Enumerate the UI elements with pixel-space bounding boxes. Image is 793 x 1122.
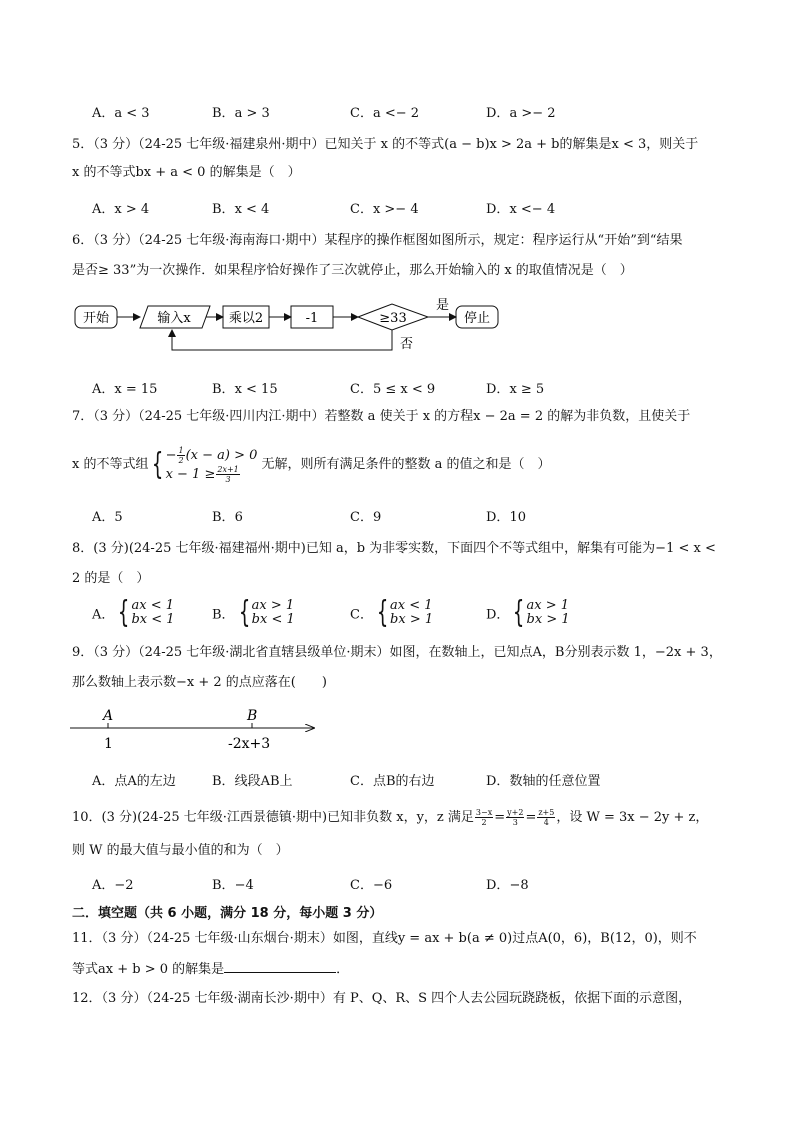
q6-stem-line1: 6．（3 分）（24-25 七年级·海南海口·期中）某程序的操作框图如图所示，规定：程序运行从“开始”到“结果 — [72, 233, 683, 248]
q5-stem-line1: 5．（3 分）（24-25 七年级·福建泉州·期中）已知关于 x 的不等式(a − b)x > 2a + b的解集是x < 3，则关于 — [72, 137, 699, 152]
q5-option-a[interactable]: A．x > 4 — [92, 202, 150, 217]
q10-option-c[interactable]: C．−6 — [350, 878, 393, 893]
q7-stem-line2 — [72, 444, 551, 486]
point-b-label: B — [247, 708, 258, 724]
q10-option-d[interactable]: D．−8 — [486, 878, 529, 893]
q7-options — [92, 506, 732, 526]
q6-options — [92, 378, 732, 398]
q6-option-a[interactable]: A．x = 15 — [92, 382, 158, 397]
q9-option-a[interactable]: A．点A的左边 — [92, 774, 176, 789]
flow-yes-label: 是 — [436, 298, 450, 313]
q4-option-a[interactable]: A．a < 3 — [92, 106, 150, 121]
q7-option-d[interactable]: D．10 — [486, 510, 526, 525]
q5-stem-line2: x 的不等式bx + a < 0 的解集是（ ） — [72, 165, 301, 180]
q7-option-a[interactable]: A．5 — [92, 510, 123, 525]
q10-stem-line1: 10．(3 分)(24-25 七年级·江西景德镇·期中)已知非负数 x，y，z 满足 $\frac{3-x}{2}$ = $\frac{y+2}{3}$ = $\frac{z+5}{4}$ ，设 W = 3x − 2y + z， — [72, 808, 709, 827]
q10-options — [92, 874, 732, 894]
q5-options — [92, 198, 732, 218]
q6-option-d[interactable]: D．x ≥ 5 — [486, 382, 545, 397]
q5-option-b[interactable]: B．x < 4 — [212, 202, 270, 217]
q10-option-a[interactable]: A．−2 — [92, 878, 134, 893]
q11-stem-line1: 11．（3 分）（24-25 七年级·山东烟台·期末）如图，直线y = ax + b(a ≠ 0)过点A(0，6)，B(12，0)，则不 — [72, 931, 697, 946]
q9-option-c[interactable]: C．点B的右边 — [350, 774, 435, 789]
q9-stem-line1: 9．（3 分）（24-25 七年级·湖北省直辖县级单位·期末）如图，在数轴上，已知点A，B分别表示数 1，−2x + 3， — [72, 645, 722, 660]
q8-stem-line2: 2 的是（ ） — [72, 571, 150, 586]
point-a-value: 1 — [104, 736, 113, 752]
flow-decision-label: ≥33 — [379, 311, 407, 326]
q9-options — [92, 770, 732, 790]
flow-multiply-label: 乘以2 — [228, 311, 264, 326]
q7-option-b[interactable]: B．6 — [212, 510, 243, 525]
q9-number-line — [70, 702, 330, 756]
q8-option-d[interactable]: D． { ax > 1 bx > 1 — [486, 595, 570, 630]
flow-loop-arrow — [172, 330, 392, 350]
q10-stem-line2: 则 W 的最大值与最小值的和为（ ） — [72, 843, 289, 858]
flow-no-label: 否 — [400, 337, 414, 352]
brace-icon: { — [152, 446, 164, 482]
q8-stem-line1: 8．(3 分)(24-25 七年级·福建福州·期中)已知 a，b 为非零实数，下面四个不等式组中，解集有可能为−1 < x < — [72, 541, 716, 556]
q4-option-d[interactable]: D．a >− 2 — [486, 106, 556, 121]
q7-option-c[interactable]: C．9 — [350, 510, 382, 525]
q4-option-b[interactable]: B．a > 3 — [212, 106, 270, 121]
q5-option-c[interactable]: C．x >− 4 — [350, 202, 419, 217]
flow-start-label: 开始 — [82, 311, 110, 326]
q4-option-c[interactable]: C．a <− 2 — [350, 106, 420, 121]
q10-option-b[interactable]: B．−4 — [212, 878, 254, 893]
q8-option-a[interactable]: A． { ax < 1 bx < 1 — [92, 595, 175, 630]
q7-inequality-system — [148, 446, 257, 484]
q7-ineq-1: − $\frac{1}{2}$ (x − a) > 0 — [165, 445, 258, 465]
q7-text-tail: 无解，则所有满足条件的整数 a 的值之和是（ ） — [261, 457, 551, 472]
q6-flowchart — [70, 294, 510, 358]
q5-option-d[interactable]: D．x <− 4 — [486, 202, 556, 217]
section-heading: 二．填空题（共 6 小题，满分 18 分，每小题 3 分） — [72, 906, 383, 921]
q4-options — [92, 102, 732, 122]
q6-option-b[interactable]: B．x < 15 — [212, 382, 278, 397]
q8-option-b[interactable]: B． { ax > 1 bx < 1 — [212, 595, 295, 630]
q6-stem-line2: 是否≥ 33”为一次操作．如果程序恰好操作了三次就停止，那么开始输入的 x 的取值情况是（ ） — [72, 263, 633, 278]
q8-option-c[interactable]: C． { ax < 1 bx > 1 — [350, 595, 434, 630]
q7-stem-line1: 7．（3 分）（24-25 七年级·四川内江·期中）若整数 a 使关于 x 的方程x − 2a = 2 的解为非负数，且使关于 — [72, 409, 691, 424]
q11-stem-line2: 等式ax + b > 0 的解集是 ． — [72, 962, 350, 977]
q9-option-d[interactable]: D．数轴的任意位置 — [486, 774, 601, 789]
flow-input-label: 输入x — [157, 311, 191, 326]
q6-option-c[interactable]: C．5 ≤ x < 9 — [350, 382, 436, 397]
q7-text: x 的不等式组 — [72, 457, 149, 472]
flow-stop-label: 停止 — [463, 311, 491, 326]
q9-option-b[interactable]: B．线段AB上 — [212, 774, 293, 789]
flow-subtract-label: -1 — [305, 311, 319, 326]
point-a-label: A — [103, 708, 114, 724]
point-b-value: -2x+3 — [228, 736, 271, 752]
q7-ineq-2: x − 1 ≥ $\frac{2x+1}{3}$ — [165, 464, 239, 484]
q12-stem-line1: 12．（3 分）（24-25 七年级·湖南长沙·期中）有 P、Q、R、S 四个人去公园玩跷跷板，依据下面的示意图， — [72, 991, 692, 1006]
q8-options — [92, 595, 732, 632]
q9-stem-line2: 那么数轴上表示数−x + 2 的点应落在( ) — [72, 675, 327, 690]
q11-answer-blank[interactable] — [224, 960, 336, 973]
